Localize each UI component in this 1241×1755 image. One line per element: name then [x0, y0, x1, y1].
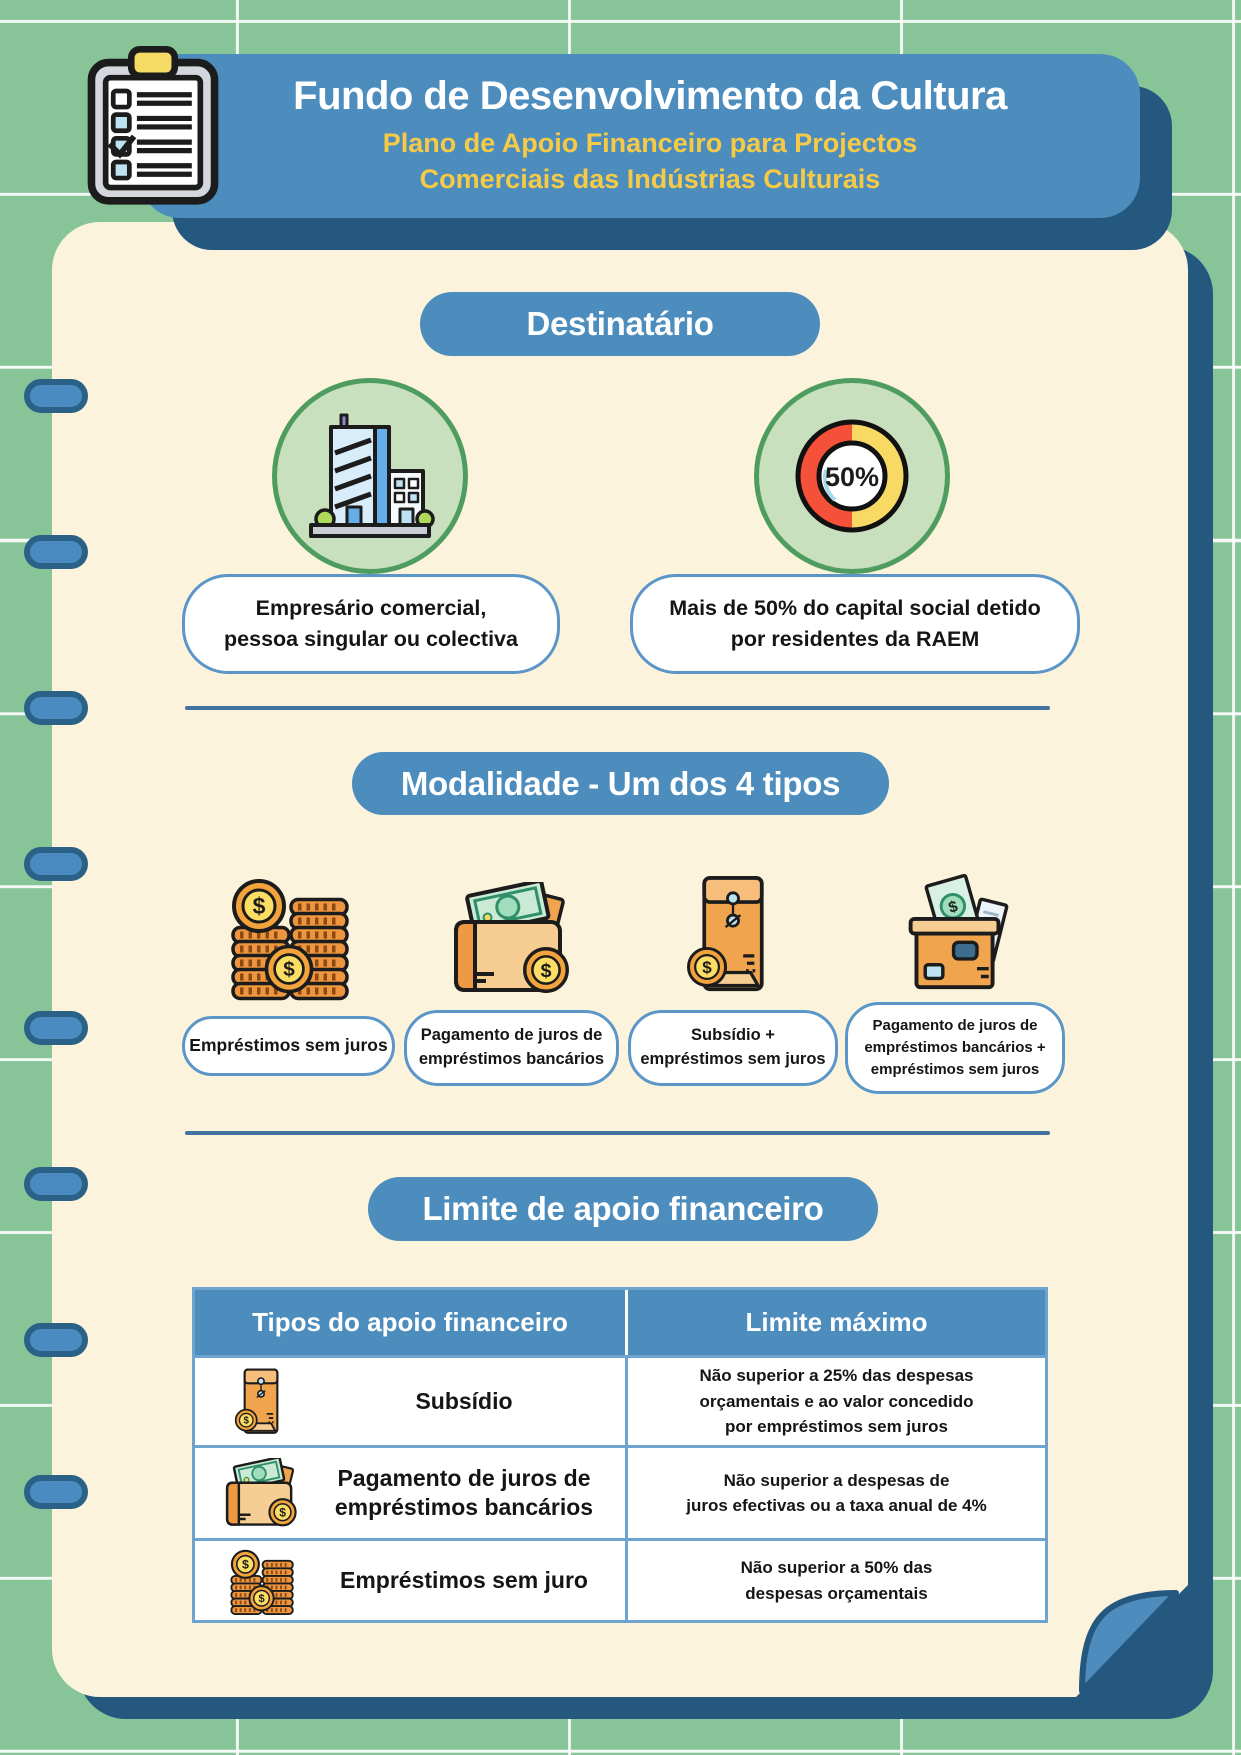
label-line: Empréstimos sem juros	[189, 1035, 388, 1056]
type-label	[313, 1566, 625, 1595]
binder-ring	[24, 535, 88, 569]
label-line: por empréstimos sem juros	[725, 1417, 948, 1437]
binder-ring	[24, 691, 88, 725]
section-title-modalidade	[352, 752, 889, 815]
limit-text	[741, 1555, 933, 1606]
table-row-limit-juros	[628, 1445, 1045, 1538]
label-line: pessoa singular ou colectiva	[224, 627, 518, 651]
modalidade-option-3	[628, 1010, 838, 1086]
header-banner	[140, 54, 1140, 218]
table-row-limit-subsidio	[628, 1355, 1045, 1445]
modalidade-option-2	[404, 1010, 619, 1086]
section-divider	[185, 706, 1050, 710]
label-line: por residentes da RAEM	[730, 627, 980, 651]
modalidade-option-1	[182, 1016, 395, 1076]
destinatario-circle-1	[272, 378, 468, 574]
destinatario-circle-2	[754, 378, 950, 574]
envelope-money-icon	[209, 1366, 313, 1438]
label-line: despesas orçamentais	[745, 1583, 928, 1603]
type-label	[313, 1464, 625, 1522]
binder-ring	[24, 379, 88, 413]
label-line: empréstimos bancários	[418, 1050, 605, 1068]
section-title-label: Modalidade - Um dos 4 tipos	[400, 764, 841, 802]
page-fold-corner	[1076, 1585, 1188, 1697]
label-line: Pagamento de juros de	[420, 1026, 603, 1045]
label-line: Empresário comercial,	[255, 596, 487, 621]
coins-icon	[209, 1546, 313, 1616]
label-line: Não superior a 50% das	[740, 1558, 933, 1577]
page-subtitle	[383, 126, 918, 196]
label-line: Não superior a 25% das despesas	[699, 1366, 974, 1386]
table-header-tipos: Tipos do apoio financeiro	[195, 1290, 628, 1355]
label-line: empréstimos bancários +	[864, 1039, 1046, 1057]
label-line: Subsídio	[415, 1388, 513, 1415]
table-row-type-subsidio	[195, 1355, 628, 1445]
label-line: orçamentais e ao valor concedido	[699, 1391, 974, 1411]
section-title-label: Limite de apoio financeiro	[422, 1190, 824, 1227]
clipboard-checklist-icon	[82, 44, 224, 208]
table-header-limite: Limite máximo	[628, 1290, 1045, 1355]
page-title: Fundo de Desenvolvimento da Cultura	[293, 74, 1007, 119]
label-line: empréstimos bancários	[334, 1494, 594, 1520]
donut-value-label: 50%	[824, 462, 880, 492]
label-line: Pagamento de juros de	[872, 1017, 1038, 1035]
wallet-money-icon	[209, 1458, 313, 1529]
donut-chart-icon	[787, 411, 917, 541]
destinatario-label-1	[182, 574, 560, 674]
binder-ring	[24, 1011, 88, 1045]
table-row-limit-emprestimos	[628, 1538, 1045, 1620]
binder-ring	[24, 1323, 88, 1357]
wallet-money-icon	[446, 882, 576, 997]
subtitle-line: Plano de Apoio Financeiro para Projectos	[382, 128, 918, 159]
label-line: Subsídio +	[691, 1026, 775, 1045]
envelope-money-icon	[682, 872, 784, 998]
section-title-label: Destinatário	[526, 305, 714, 342]
label-line: Mais de 50% do capital social detido	[669, 596, 1041, 621]
binder-ring	[24, 847, 88, 881]
subtitle-line: Comerciais das Indústrias Culturais	[419, 163, 881, 194]
label-line: juros efectivas ou a taxa anual de 4%	[686, 1496, 987, 1515]
section-title-destinatario	[420, 292, 820, 356]
limit-text	[686, 1468, 986, 1519]
coins-icon	[222, 872, 354, 1002]
label-line: empréstimos sem juros	[640, 1050, 826, 1068]
label-line: empréstimos sem juros	[870, 1060, 1040, 1078]
section-divider	[185, 1131, 1050, 1135]
modalidade-option-4	[845, 1002, 1065, 1094]
type-label	[313, 1387, 625, 1416]
label-line: Empréstimos sem juro	[340, 1567, 588, 1594]
binder-ring	[24, 1167, 88, 1201]
table-row-type-emprestimos	[195, 1538, 628, 1620]
box-money-icon	[895, 874, 1017, 996]
section-title-limite	[368, 1177, 878, 1241]
table-row-type-juros	[195, 1445, 628, 1538]
label-line: Pagamento de juros de	[337, 1465, 591, 1492]
binder-ring	[24, 1475, 88, 1509]
limit-text	[699, 1363, 973, 1440]
destinatario-label-2	[630, 574, 1080, 674]
label-line: Não superior a despesas de	[723, 1470, 950, 1490]
limite-table	[192, 1287, 1048, 1623]
building-icon	[305, 411, 435, 541]
